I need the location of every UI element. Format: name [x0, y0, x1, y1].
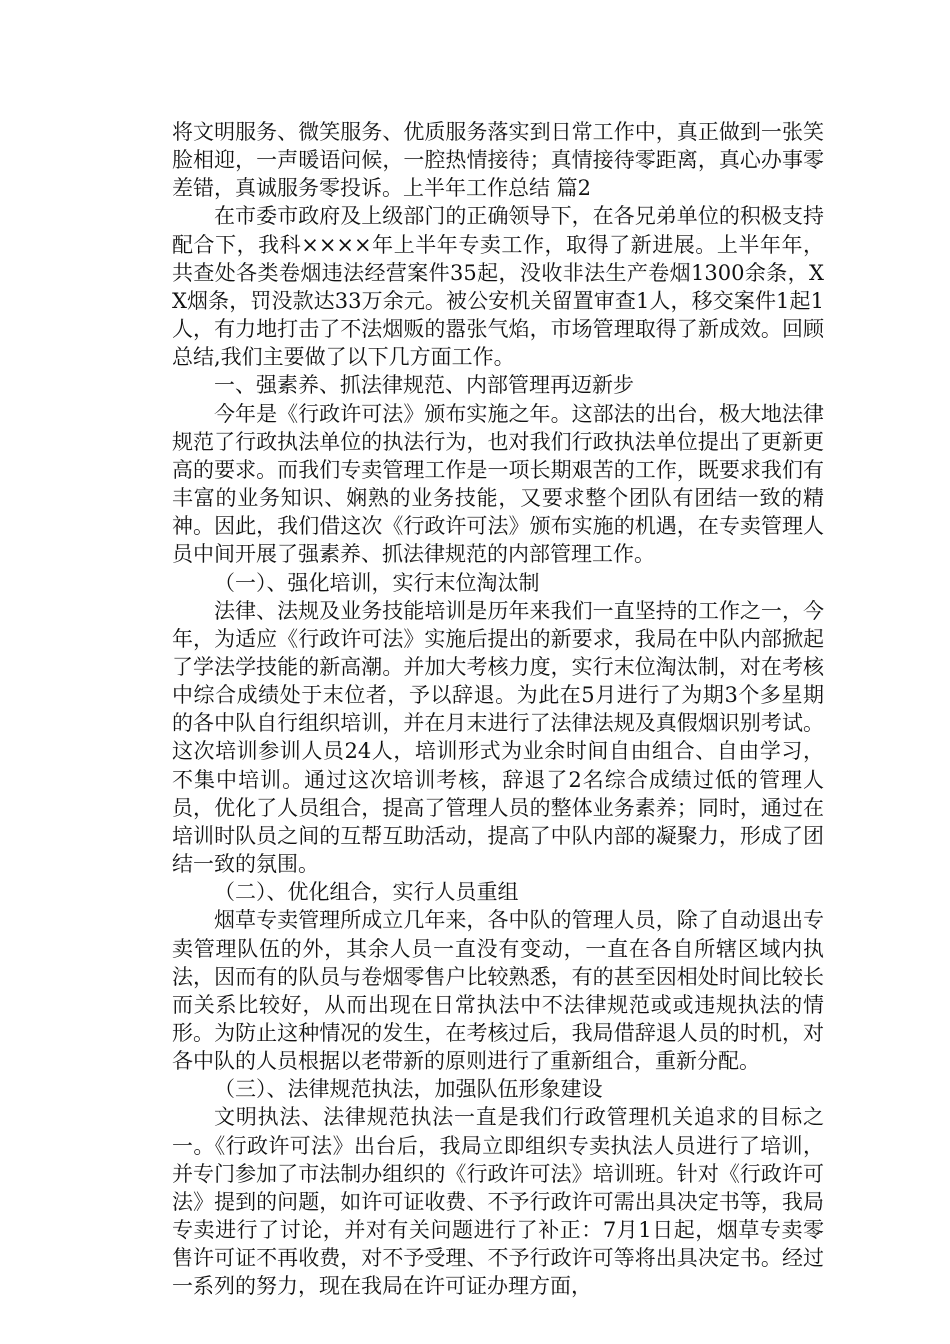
- subsection-heading-2: （二）、优化组合，实行人员重组: [214, 880, 519, 905]
- paragraph-closing-intro: 将文明服务、微笑服务、优质服务落实到日常工作中，真正做到一张笑脸相迎，一声暖语问候，一腔热情接待；真情接待零距离，真心办事零差错，真诚服务零投诉。上半年工作总结 篇2: [172, 120, 824, 201]
- section-heading-1: 一、强素养、抓法律规范、内部管理再迈新步: [214, 373, 634, 398]
- subsection-heading-3: （三）、法律规范执法，加强队伍形象建设: [214, 1077, 603, 1102]
- paragraph-subsection-2: 烟草专卖管理所成立几年来，各中队的管理人员，除了自动退出专卖管理队伍的外，其余人员一直没有变动，一直在各自所辖区域内执法，因而有的队员与卷烟零售户比较熟悉，有的甚至因相处时间比较长而关系比较好，从而出现在日常执法中不法律规范或或违规执法的情形。为防止这种情况的发生，在考核过后，我局借辞退人员的时机，对各中队的人员根据以老带新的原则进行了重新组合，重新分配。: [172, 908, 824, 1074]
- paragraph-subsection-3: 文明执法、法律规范执法一直是我们行政管理机关追求的目标之一。《行政许可法》出台后，我局立即组织专卖执法人员进行了培训，并专门参加了市法制办组织的《行政许可法》培训班。针对《行政许可法》提到的问题，如许可证收费、不予行政许可需出具决定书等，我局专卖进行了讨论，并对有关问题进行了补正：7月1日起，烟草专卖零售许可证不再收费，对不予受理、不予行政许可等将出具决定书。经过一系列的努力，现在我局在许可证办理方面，: [172, 1105, 824, 1299]
- subsection-heading-1: （一）、强化培训，实行末位淘汰制: [214, 570, 540, 595]
- document-body: [172, 118, 824, 1301]
- paragraph-summary: 在市委市政府及上级部门的正确领导下，在各兄弟单位的积极支持配合下，我科××××年上半年专卖工作，取得了新进展。上半年年，共查处各类卷烟违法经营案件35起，没收非法生产卷烟1300余条，XX烟条，罚没款达33万余元。被公安机关留置审查1人，移交案件1起1人，有力地打击了不法烟贩的嚣张气焰，市场管理取得了新成效。回顾总结,我们主要做了以下几方面工作。: [172, 204, 824, 370]
- paragraph-section-1: 今年是《行政许可法》颁布实施之年。这部法的出台，极大地法律规范了行政执法单位的执法行为，也对我们行政执法单位提出了更新更高的要求。而我们专卖管理工作是一项长期艰苦的工作，既要求我们有丰富的业务知识、娴熟的业务技能，又要求整个团队有团结一致的精神。因此，我们借这次《行政许可法》颁布实施的机遇，在专卖管理人员中间开展了强素养、抓法律规范的内部管理工作。: [172, 401, 824, 567]
- paragraph-subsection-1: 法律、法规及业务技能培训是历年来我们一直坚持的工作之一，今年，为适应《行政许可法》实施后提出的新要求，我局在中队内部掀起了学法学技能的新高潮。并加大考核力度，实行末位淘汰制，对在考核中综合成绩处于末位者，予以辞退。为此在5月进行了为期3个多星期的各中队自行组织培训，并在月末进行了法律法规及真假烟识别考试。这次培训参训人员24人，培训形式为业余时间自由组合、自由学习，不集中培训。通过这次培训考核，辞退了2名综合成绩过低的管理人员，优化了人员组合，提高了管理人员的整体业务素养；同时，通过在培训时队员之间的互帮互助活动，提高了中队内部的凝聚力，形成了团结一致的氛围。: [172, 598, 824, 877]
